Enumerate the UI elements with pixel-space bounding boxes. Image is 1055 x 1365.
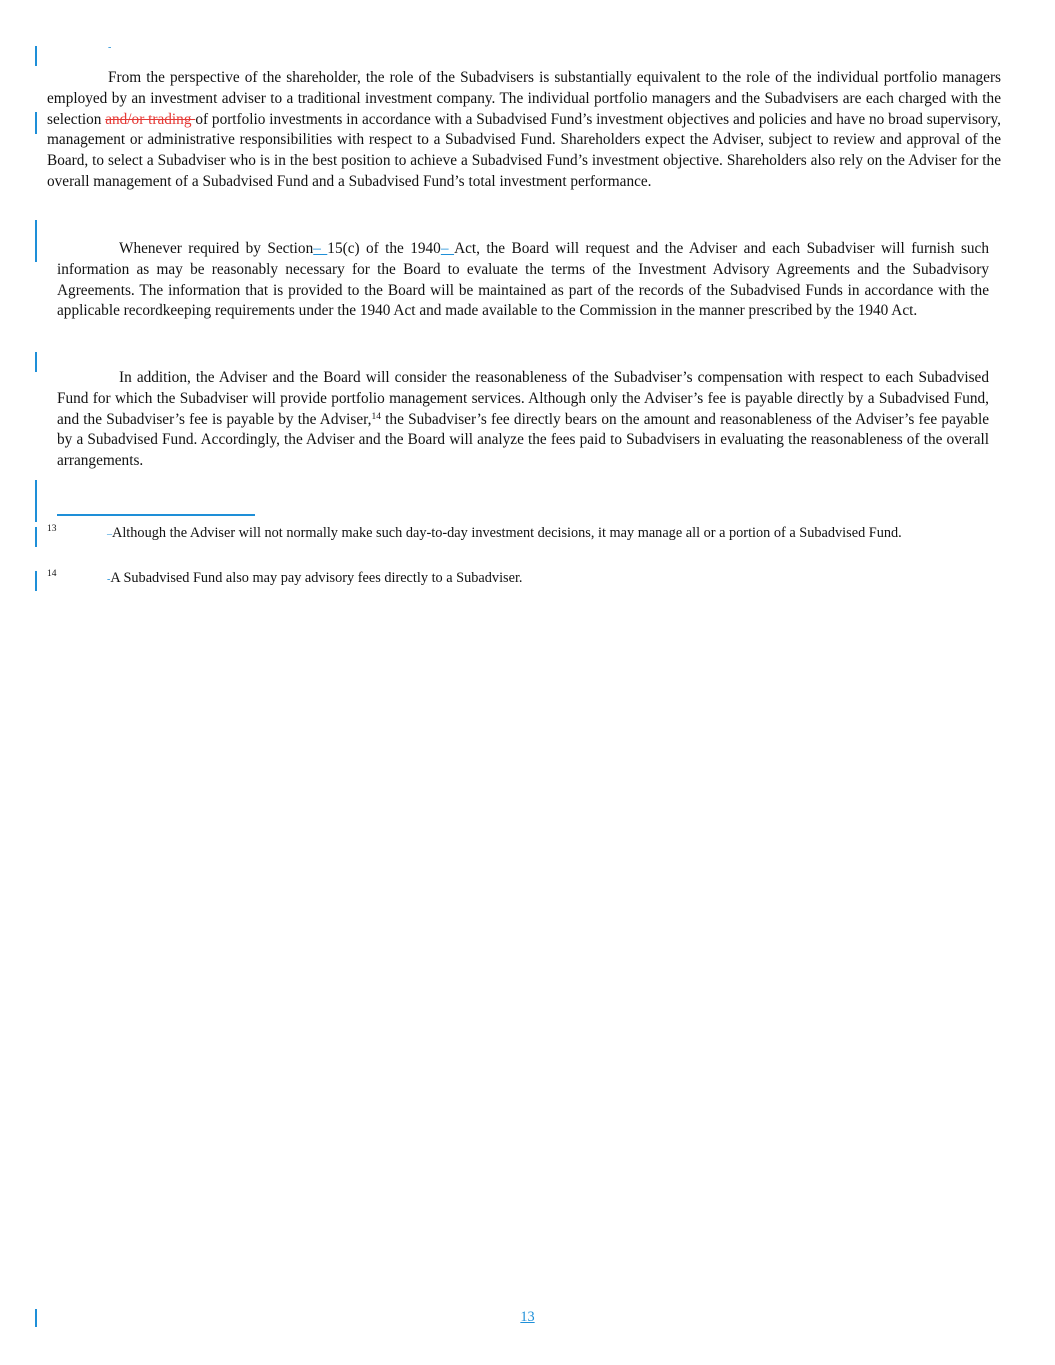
footnote-13: 13 –Although the Adviser will not normally make such day-to-day investment decisions, it may manage all or a portion of a Subadvised Fund. [47, 524, 902, 541]
deleted-text: and/or trading [105, 110, 196, 128]
paragraph-shareholder-perspective: From the perspective of the shareholder, the role of the Subadvisers is substantially equivalent to the role of the individual portfolio managers employed by an investment adviser to a traditional investment company. The individual portfolio managers and the Subadvisers are each charged with the selection and/or trading of portfolio investments in accordance with a Subadvised Fund’s investment objectives and policies and have no broad supervisory, management or administrative responsibilities with respect to a Subadvised Fund. Shareholders expect the Adviser, subject to review and approval of the Board, to select a Subadviser who is in the best position to achieve a Subadvised Fund’s investment objective. Shareholders also rely on the Adviser for the overall management of a Subadvised Fund and a Subadvised Fund’s total investment performance. [47, 69, 1001, 190]
revision-mark: – [107, 529, 112, 540]
footnote-separator [57, 514, 255, 516]
change-bar [35, 220, 37, 262]
footnote-14: 14 -A Subadvised Fund also may pay advisory fees directly to a Subadviser. [47, 569, 523, 586]
paragraph-section-15c: Whenever required by Section– 15(c) of the 1940– Act, the Board will request and the Adviser and each Subadviser will furnish such information as may be reasonably necessary for the Board to evaluate the terms of the Investment Advisory Agreements and the Subadvisory Agreements. The information that is provided to the Board will be maintained as part of the records of the Subadvised Funds in accordance with the applicable recordkeeping requirements under the 1940 Act and made available to the Commission in the manner prescribed by the 1940 Act. [57, 240, 989, 320]
change-bar [35, 352, 37, 372]
page-number: 13 [520, 1309, 535, 1325]
revision-mark: - [107, 574, 111, 585]
change-bar [35, 46, 37, 66]
change-bar [35, 527, 37, 547]
change-bar [35, 480, 37, 522]
revision-mark: – [440, 240, 455, 257]
change-bar [35, 112, 37, 134]
paragraph-compensation: In addition, the Adviser and the Board will consider the reasonableness of the Subadviser’s compensation with respect to each Subadvised Fund for which the Subadviser will provide portfolio management services. Although only the Adviser’s fee is payable directly by a Subadvised Fund, and the Subadviser’s fee is payable by the Adviser,$^{14}$ the Subadviser’s fee directly bears on the amount and reasonableness of the Adviser’s fee payable by a Subadvised Fund. Accordingly, the Adviser and the Board will analyze the fees paid to Subadvisers in evaluating the reasonableness of the overall arrangements. [57, 369, 989, 470]
change-bar [35, 571, 37, 591]
insertion-mark: - [108, 42, 112, 53]
footnote-reference[interactable]: 14 [371, 411, 381, 422]
revision-mark: – [313, 240, 328, 257]
